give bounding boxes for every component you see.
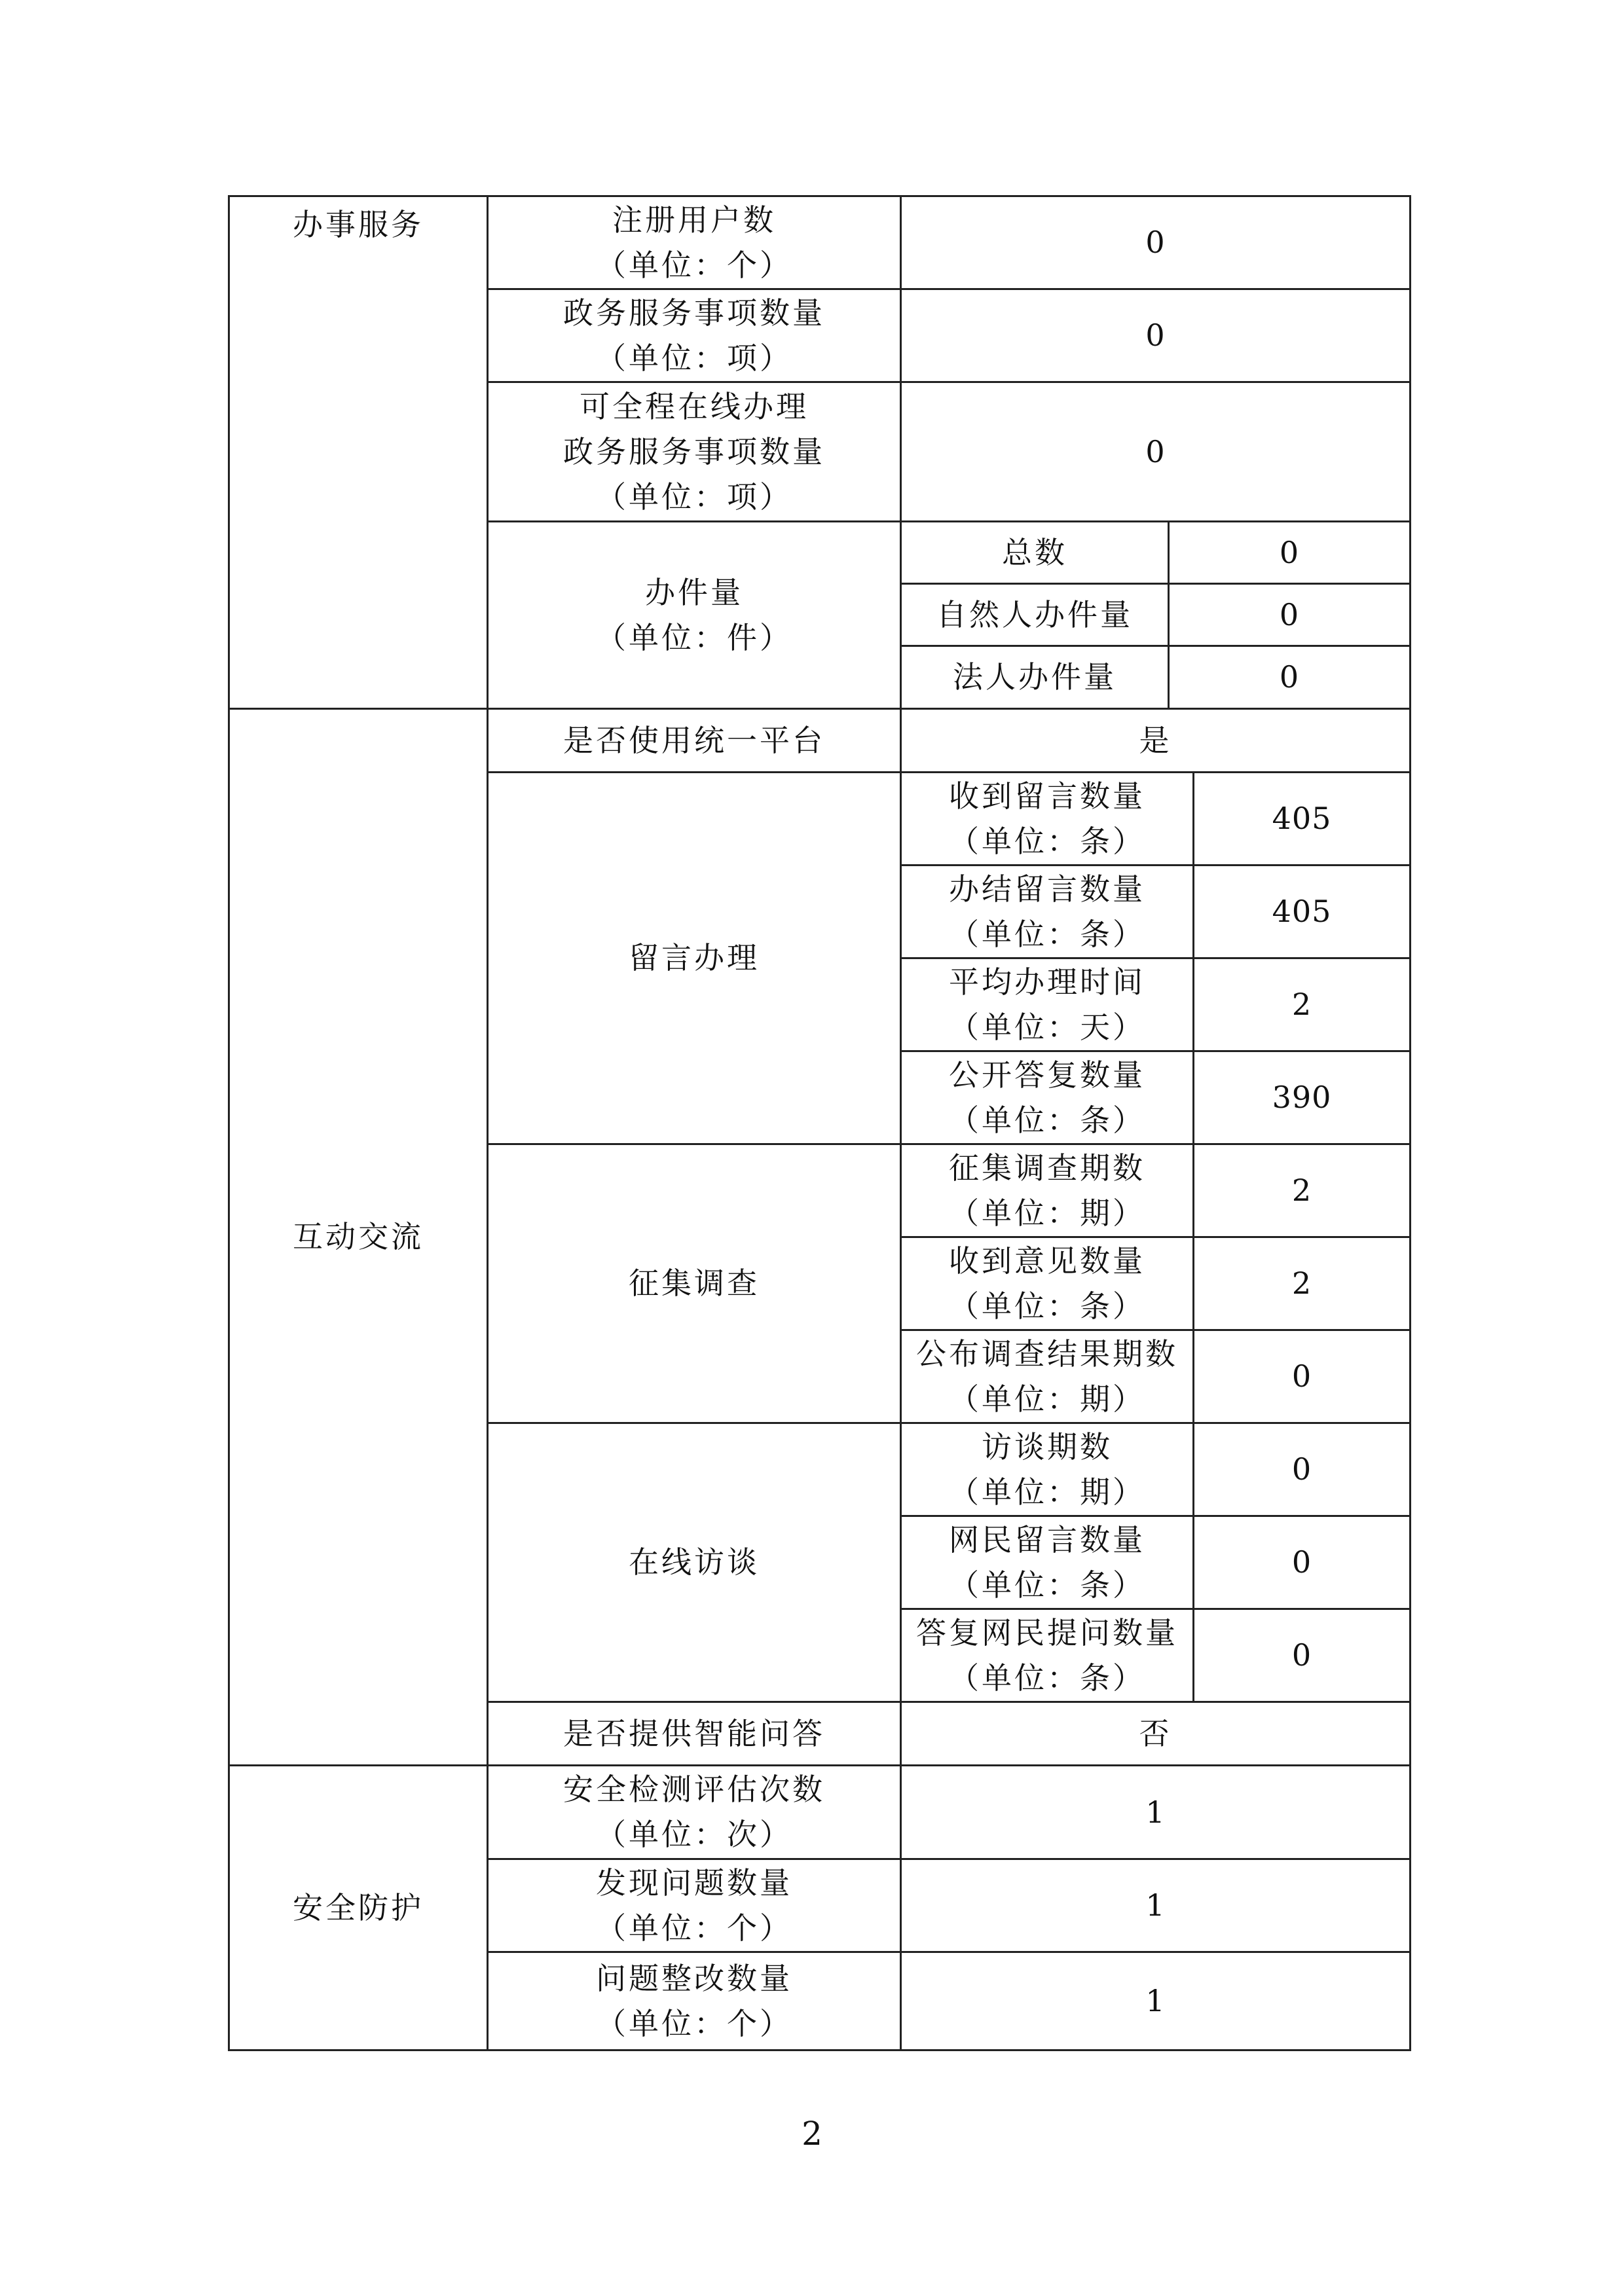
sub-label-messages-completed: 办结留言数量 （单位：条） (949, 871, 1145, 952)
value-cases-legal: 0 (1279, 659, 1300, 695)
value-avg-time: 2 (1291, 987, 1312, 1022)
row-label-service-items: 政务服务事项数量 （单位：项） (563, 295, 825, 376)
row-label-online-items: 可全程在线办理 政务服务事项数量 （单位：项） (563, 388, 825, 515)
section-label-interaction: 互动交流 (293, 1219, 424, 1254)
row-label-smart-qa: 是否提供智能问答 (563, 1715, 825, 1751)
row-label-issues-fixed: 问题整改数量 （单位：个） (596, 1960, 792, 2041)
section-label-security: 安全防护 (293, 1889, 424, 1925)
value-issues-fixed: 1 (1145, 1983, 1166, 2018)
group-label-interview: 在线访谈 (629, 1544, 760, 1580)
sub-label-survey-periods: 征集调查期数 （单位：期） (949, 1150, 1145, 1231)
sub-label-interview-answers: 答复网民提问数量 （单位：条） (916, 1614, 1178, 1696)
row-label-cases: 办件量 （单位：件） (596, 574, 792, 655)
value-cases-natural: 0 (1279, 596, 1300, 632)
sub-label-survey-opinions: 收到意见数量 （单位：条） (949, 1243, 1145, 1324)
group-label-survey: 征集调查 (629, 1266, 760, 1301)
value-survey-results: 0 (1291, 1358, 1312, 1394)
value-service-items: 0 (1145, 318, 1166, 353)
sub-label-interview-periods: 访谈期数 （单位：期） (949, 1429, 1145, 1510)
sub-label-cases-legal: 法人办件量 (953, 659, 1116, 695)
row-label-unified-platform: 是否使用统一平台 (563, 722, 825, 758)
row-label-registered-users: 注册用户数 （单位：个） (596, 202, 792, 283)
sub-label-survey-results: 公布调查结果期数 （单位：期） (916, 1336, 1178, 1417)
value-unified-platform: 是 (1139, 722, 1172, 758)
value-cases-total: 0 (1279, 534, 1300, 570)
group-label-messages: 留言办理 (629, 940, 760, 975)
value-messages-received: 405 (1272, 801, 1332, 836)
value-online-items: 0 (1145, 433, 1166, 469)
sub-label-interview-messages: 网民留言数量 （单位：条） (949, 1522, 1145, 1603)
sub-label-public-replies: 公开答复数量 （单位：条） (949, 1057, 1145, 1138)
row-label-issues-found: 发现问题数量 （单位：个） (596, 1865, 792, 1946)
value-interview-messages: 0 (1291, 1544, 1312, 1580)
value-public-replies: 390 (1272, 1080, 1332, 1115)
sub-label-avg-time: 平均办理时间 （单位：天） (949, 964, 1145, 1045)
sub-label-cases-natural: 自然人办件量 (936, 596, 1133, 632)
row-label-security-checks: 安全检测评估次数 （单位：次） (563, 1772, 825, 1852)
page-number: 2 (802, 2115, 822, 2153)
value-survey-periods: 2 (1291, 1173, 1312, 1208)
section-label-service: 办事服务 (293, 207, 424, 242)
sub-label-messages-received: 收到留言数量 （单位：条） (949, 778, 1145, 859)
value-interview-answers: 0 (1291, 1637, 1312, 1673)
value-survey-opinions: 2 (1291, 1266, 1312, 1301)
value-interview-periods: 0 (1291, 1451, 1312, 1487)
value-smart-qa: 否 (1139, 1715, 1172, 1751)
value-messages-completed: 405 (1272, 894, 1332, 929)
value-security-checks: 1 (1145, 1794, 1166, 1830)
value-registered-users: 0 (1145, 225, 1166, 260)
sub-label-cases-total: 总数 (1002, 534, 1067, 570)
value-issues-found: 1 (1145, 1887, 1166, 1923)
